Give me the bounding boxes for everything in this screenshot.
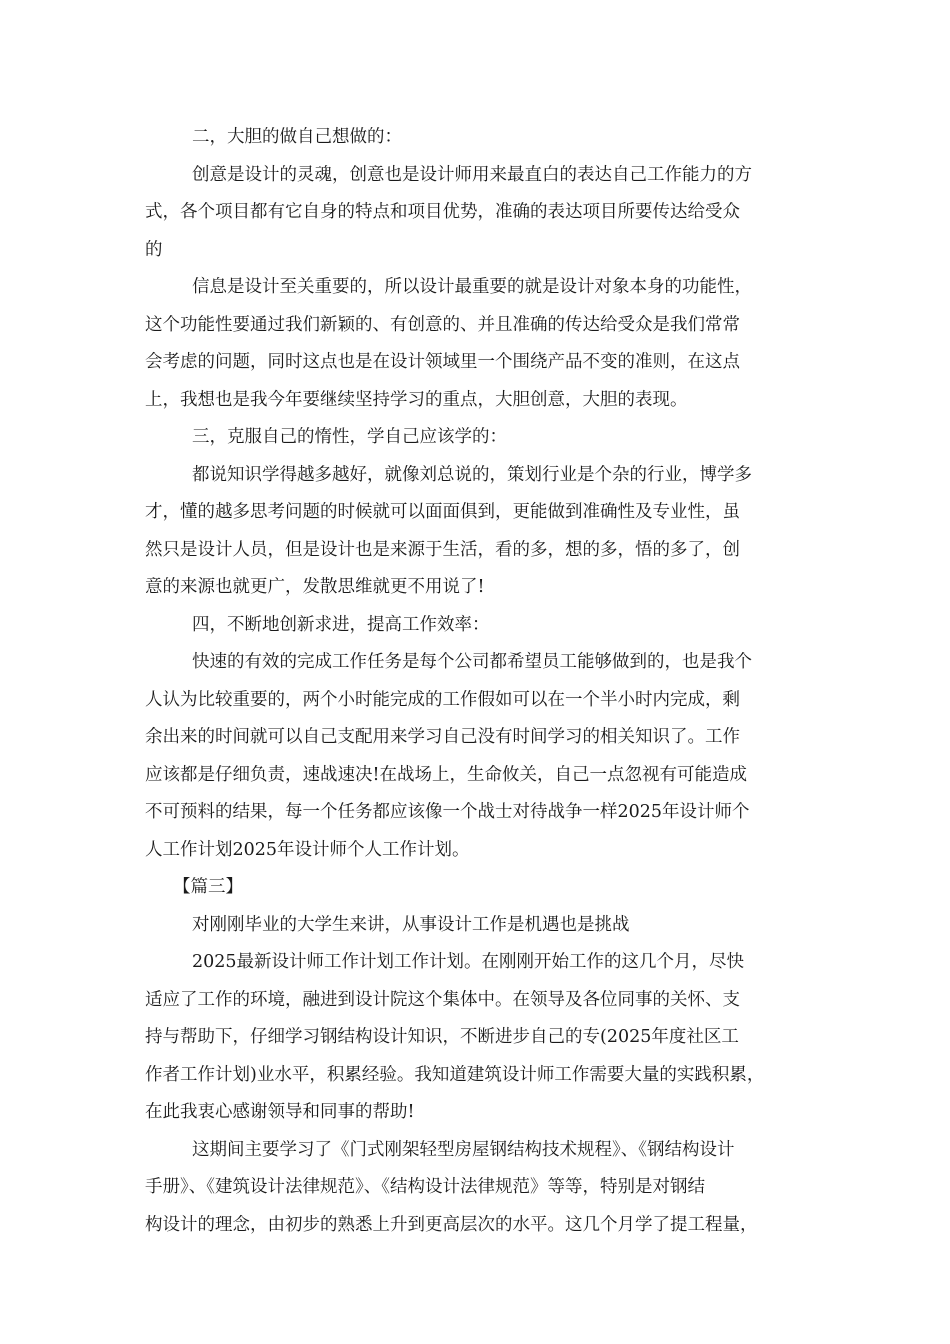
text-line: 才，懂的越多思考问题的时候就可以面面俱到，更能做到准确性及专业性，虽 <box>145 502 740 522</box>
text-line: 对刚刚毕业的大学生来讲，从事设计工作是机遇也是挑战 <box>192 914 630 935</box>
text-line: 人认为比较重要的，两个小时能完成的工作假如可以在一个半小时内完成，剩 <box>145 689 740 710</box>
text-line: 四，不断地创新求进，提高工作效率： <box>192 614 490 635</box>
text-line: 不可预料的结果，每一个任务都应该像一个战士对待战争一样2025年设计师个 <box>145 802 750 822</box>
text-line: 持与帮助下，仔细学习钢结构设计知识，不断进步自己的专(2025年度社区工 <box>145 1027 739 1047</box>
text-line: 这个功能性要通过我们新颖的、有创意的、并且准确的传达给受众是我们常常 <box>145 314 740 335</box>
text-line: 应该都是仔细负责，速战速决!在战场上，生命攸关，自己一点忽视有可能造成 <box>145 764 748 785</box>
text-line: 手册》、《建筑设计法律规范》、《结构设计法律规范》等等，特别是对钢结 <box>145 1177 705 1197</box>
text-line: 会考虑的问题，同时这点也是在设计领域里一个围绕产品不变的准则，在这点 <box>145 352 740 372</box>
text-line: 创意是设计的灵魂，创意也是设计师用来最直白的表达自己工作能力的方 <box>192 164 752 185</box>
text-line: 人工作计划2025年设计师个人工作计划。 <box>145 839 470 860</box>
text-line: 构设计的理念，由初步的熟悉上升到更高层次的水平。这几个月学了提工程量， <box>145 1214 758 1235</box>
text-line: 作者工作计划)业水平，积累经验。我知道建筑设计师工作需要大量的实践积累， <box>145 1064 765 1085</box>
text-line: 2025最新设计师工作计划工作计划。在刚刚开始工作的这几个月，尽快 <box>192 952 745 972</box>
text-line: 快速的有效的完成工作任务是每个公司都希望员工能够做到的，也是我个 <box>192 652 752 672</box>
text-line: 在此我衷心感谢领导和同事的帮助! <box>145 1102 415 1122</box>
text-line: 意的来源也就更广，发散思维就更不用说了! <box>145 577 485 597</box>
text-line: 的 <box>145 239 163 260</box>
text-line: 二，大胆的做自己想做的： <box>192 127 402 147</box>
text-line: 都说知识学得越多越好，就像刘总说的，策划行业是个杂的行业，博学多 <box>192 464 752 485</box>
text-line: 适应了工作的环境，融进到设计院这个集体中。在领导及各位同事的关怀、支 <box>145 989 740 1010</box>
text-line: 这期间主要学习了《门式刚架轻型房屋钢结构技术规程》、《钢结构设计 <box>192 1139 735 1160</box>
text-line: 余出来的时间就可以自己支配用来学习自己没有时间学习的相关知识了。工作 <box>145 727 740 747</box>
document-page <box>145 119 825 1244</box>
text-line: 上，我想也是我今年要继续坚持学习的重点，大胆创意，大胆的表现。 <box>145 389 688 410</box>
text-line: 信息是设计至关重要的，所以设计最重要的就是设计对象本身的功能性， <box>192 277 752 297</box>
section-heading: 【篇三】 <box>173 877 243 897</box>
text-line: 三，克服自己的惰性，学自己应该学的： <box>192 427 507 447</box>
text-line: 式，各个项目都有它自身的特点和项目优势，准确的表达项目所要传达给受众 <box>145 202 740 222</box>
text-line: 然只是设计人员，但是设计也是来源于生活，看的多，想的多，悟的多了，创 <box>145 539 740 560</box>
